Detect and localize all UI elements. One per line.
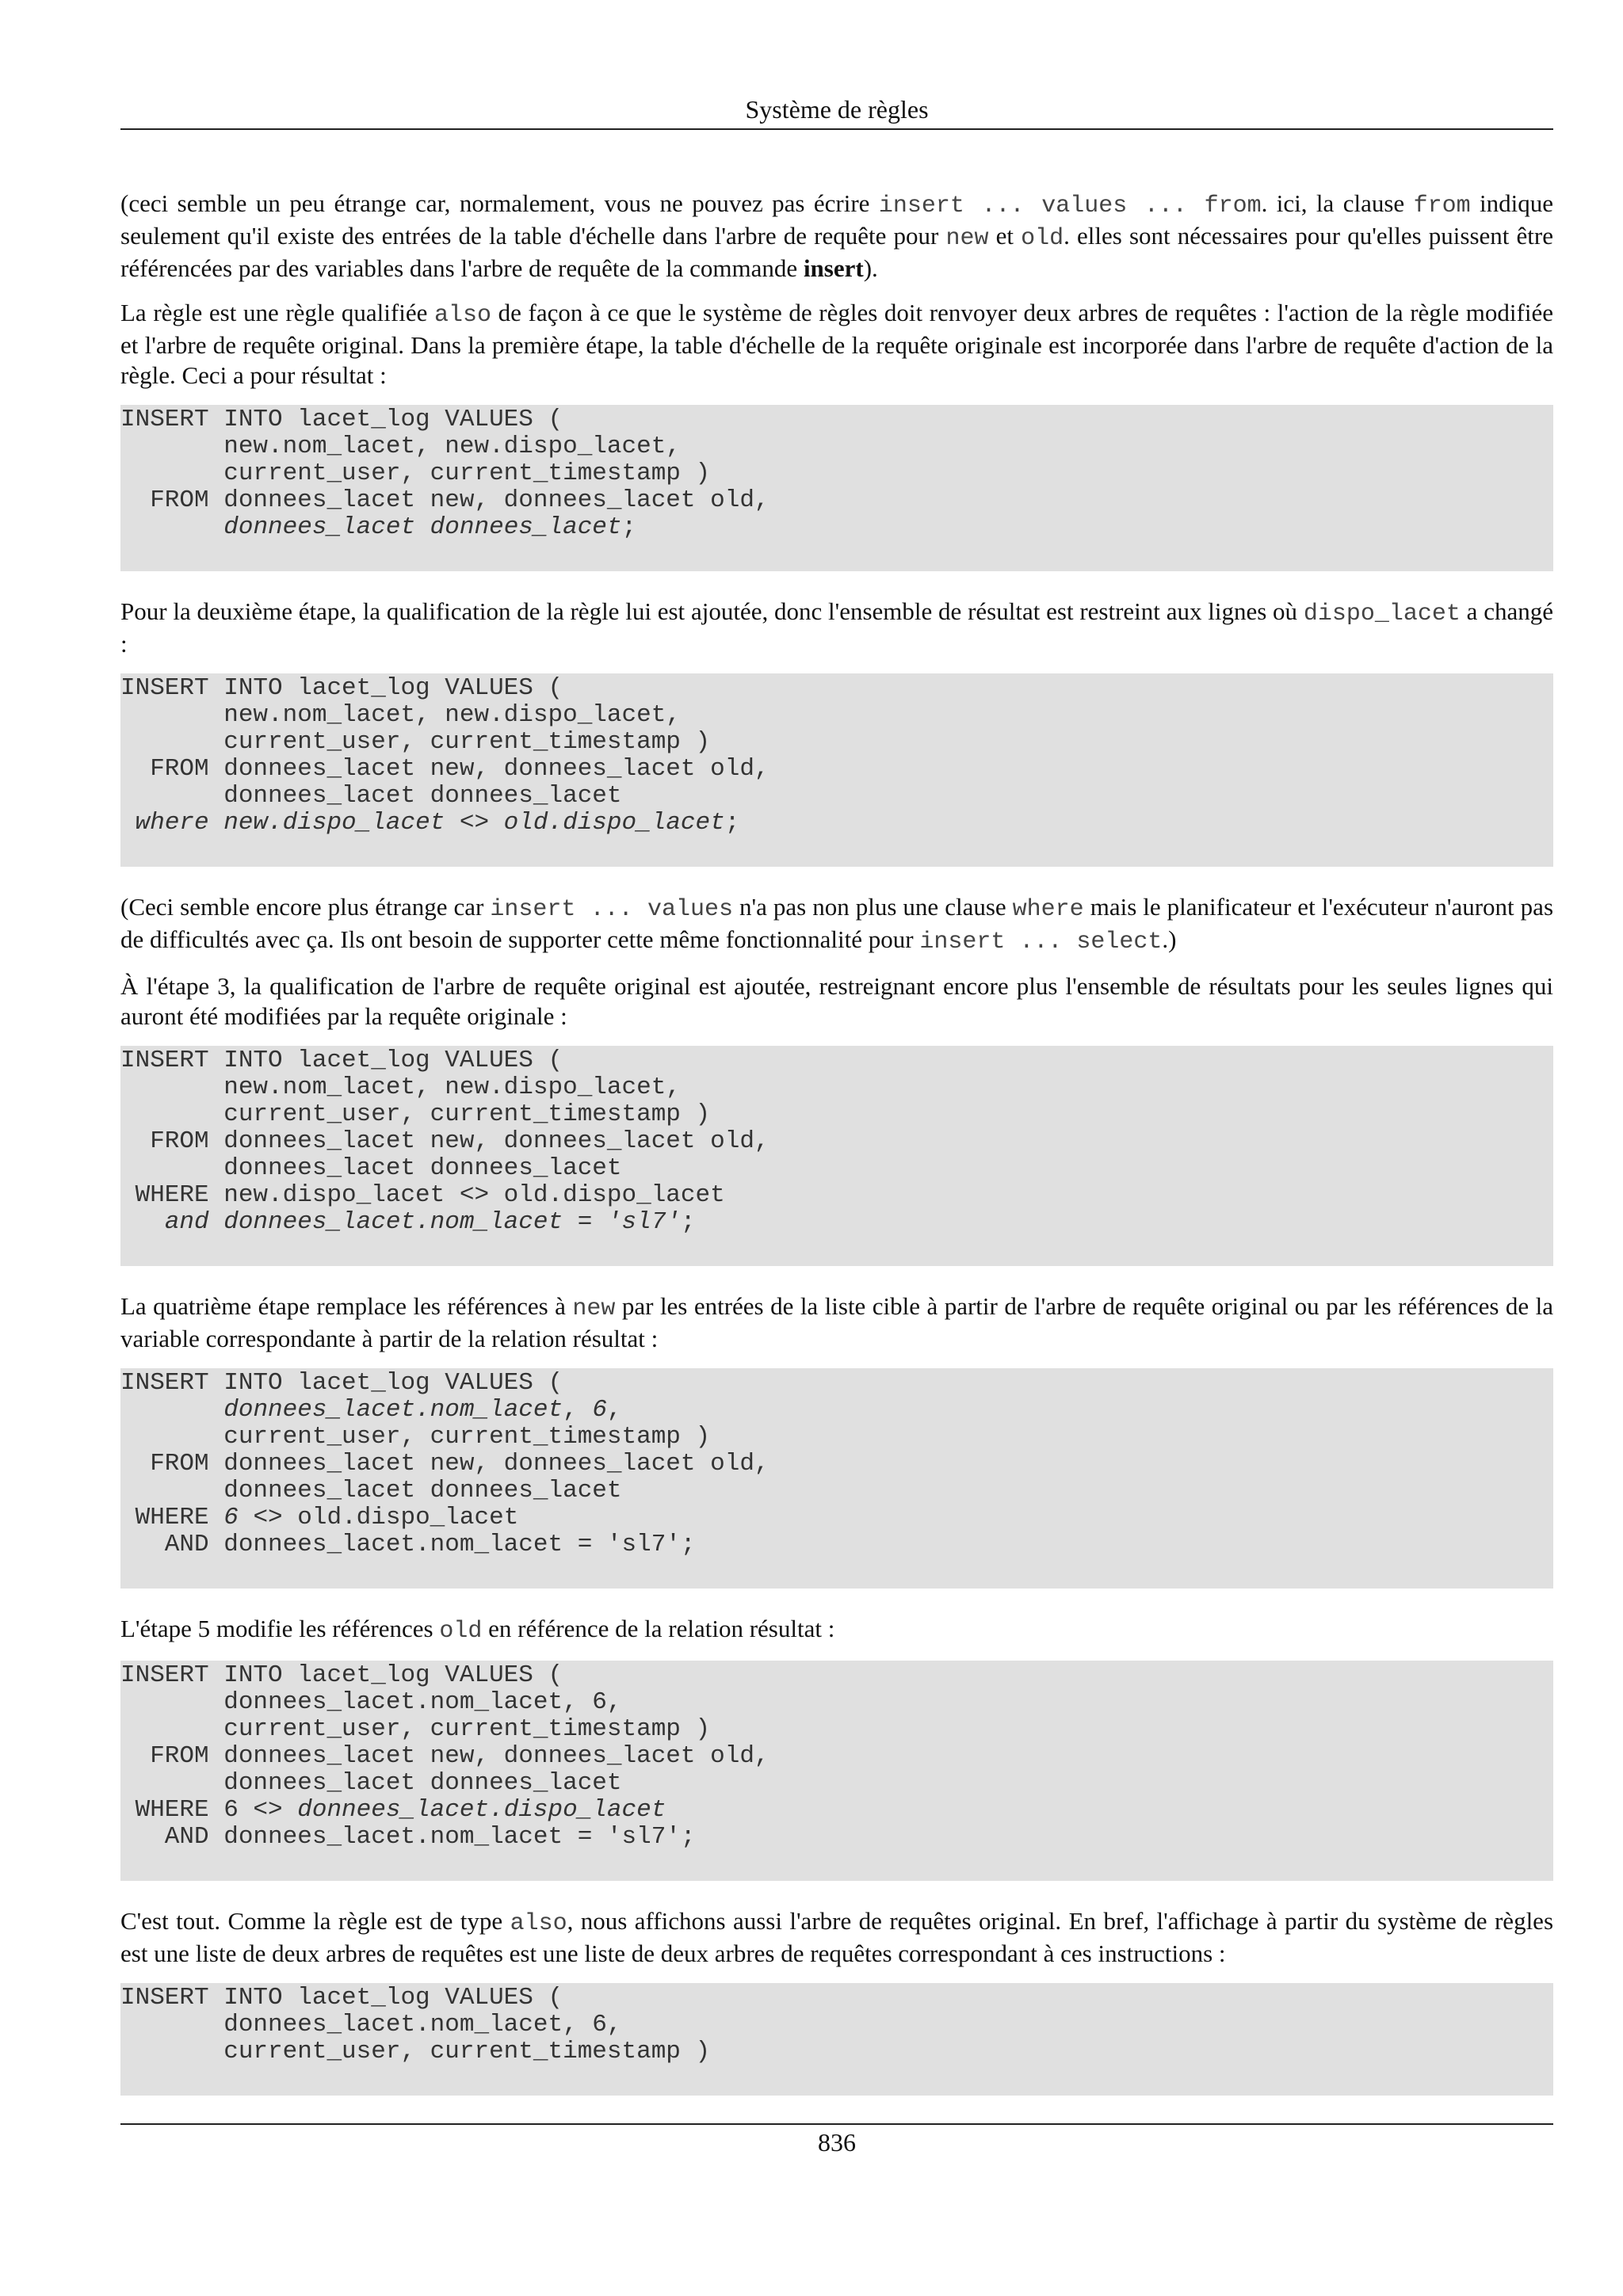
code-block: INSERT INTO lacet_log VALUES ( donnees_lacet.nom_lacet, 6, current_user, current_timestamp ) — [120, 1983, 1553, 2096]
paragraph: L'étape 5 modifie les références old en référence de la relation résultat : — [120, 1615, 835, 1645]
paragraph: (ceci semble un peu étrange car, normalement, vous ne pouvez pas écrire insert ... values ... from. ici, la clause from indique seulement qu'il existe des entrées de la table d'échelle dans l'arbre de requête pour new et old. elles sont nécessaires pour qu'elles puissent être référencées par des variables dans l'arbre de requête de la commande insert). — [120, 189, 1553, 282]
page-header: Système de règles — [745, 95, 929, 124]
code-emphasis: 6 — [592, 1396, 607, 1424]
inline-code: new — [945, 225, 989, 252]
paragraph: Pour la deuxième étape, la qualification de la règle lui est ajoutée, donc l'ensemble de résultat est restreint aux lignes où dispo_lacet a changé : — [120, 597, 1553, 658]
paragraph: La règle est une règle qualifiée also de façon à ce que le système de règles doit renvoyer deux arbres de requêtes : l'action de la règle modifiée et l'arbre de requête original. Dans la première étape, la table d'échelle de la requête originale est incorporée dans l'arbre de requête d'action de la règle. Ceci a pour résultat : — [120, 299, 1553, 389]
code-block: INSERT INTO lacet_log VALUES ( donnees_lacet.nom_lacet, 6, current_user, current_timestamp ) FROM donnees_lacet new, donnees_lacet old, donnees_lacet donnees_lacet WHERE 6 <> donnees_lacet.dispo_lacet AND donnees_lacet.nom_lacet = 'sl7'; — [120, 1661, 1553, 1881]
inline-code: old — [1021, 225, 1064, 252]
code-emphasis: donnees_lacet donnees_lacet — [223, 513, 622, 541]
code-block: INSERT INTO lacet_log VALUES ( new.nom_lacet, new.dispo_lacet, current_user, current_timestamp ) FROM donnees_lacet new, donnees_lacet old, donnees_lacet donnees_lacet where new.dispo_lacet <> old.dispo_lacet; — [120, 673, 1553, 867]
inline-code: also — [433, 302, 491, 329]
code-emphasis: 6 — [223, 1504, 239, 1531]
inline-code: insert ... values — [490, 896, 733, 923]
inline-code: from — [1413, 193, 1471, 219]
inline-code: insert ... values ... from — [878, 193, 1262, 219]
code-block: INSERT INTO lacet_log VALUES ( new.nom_lacet, new.dispo_lacet, current_user, current_timestamp ) FROM donnees_lacet new, donnees_lacet old, donnees_lacet donnees_lacet WHERE new.dispo_lacet <> old.dispo_lacet and donnees_lacet.nom_lacet = 'sl7'; — [120, 1046, 1553, 1266]
code-emphasis: donnees_lacet.nom_lacet — [223, 1396, 563, 1424]
footer-divider — [120, 2123, 1553, 2125]
page-number: 836 — [818, 2128, 856, 2157]
code-block: INSERT INTO lacet_log VALUES ( donnees_lacet.nom_lacet, 6, current_user, current_timestamp ) FROM donnees_lacet new, donnees_lacet old, donnees_lacet donnees_lacet WHERE 6 <> old.dispo_lacet AND donnees_lacet.nom_lacet = 'sl7'; — [120, 1368, 1553, 1589]
inline-code: dispo_lacet — [1303, 601, 1461, 627]
inline-code: also — [510, 1910, 567, 1937]
inline-code: new — [572, 1295, 616, 1322]
document-body — [120, 189, 1553, 2121]
paragraph: (Ceci semble encore plus étrange car insert ... values n'a pas non plus une clause where mais le planificateur et l'exécuteur n'auront pas de difficultés avec ça. Ils ont besoin de supporter cette même fonctionnalité pour insert ... select.) — [120, 893, 1554, 955]
paragraph: La quatrième étape remplace les références à new par les entrées de la liste cible à partir de l'arbre de requête original ou par les références de la variable correspondante à partir de la relation résultat : — [120, 1292, 1553, 1352]
code-emphasis: donnees_lacet.dispo_lacet — [297, 1796, 666, 1824]
code-emphasis: and donnees_lacet.nom_lacet = 'sl7' — [164, 1208, 681, 1236]
inline-code: where — [1012, 896, 1084, 923]
paragraph: À l'étape 3, la qualification de l'arbre de requête original est ajoutée, restreignant encore plus l'ensemble de résultats pour les seules lignes qui auront été modifiées par la requête originale : — [120, 972, 1553, 1030]
inline-code: old — [439, 1618, 483, 1645]
inline-code: insert ... select — [919, 929, 1163, 955]
code-block: INSERT INTO lacet_log VALUES ( new.nom_lacet, new.dispo_lacet, current_user, current_timestamp ) FROM donnees_lacet new, donnees_lacet old, donnees_lacet donnees_lacet; — [120, 405, 1553, 571]
code-emphasis: where new.dispo_lacet <> old.dispo_lacet — [135, 809, 725, 837]
header-divider — [120, 128, 1553, 130]
bold-term: insert — [803, 254, 864, 282]
paragraph: C'est tout. Comme la règle est de type also, nous affichons aussi l'arbre de requêtes original. En bref, l'affichage à partir du système de règles est une liste de deux arbres de requêtes est une liste de deux arbres de requêtes correspondant à ces instructions : — [120, 1907, 1554, 1967]
